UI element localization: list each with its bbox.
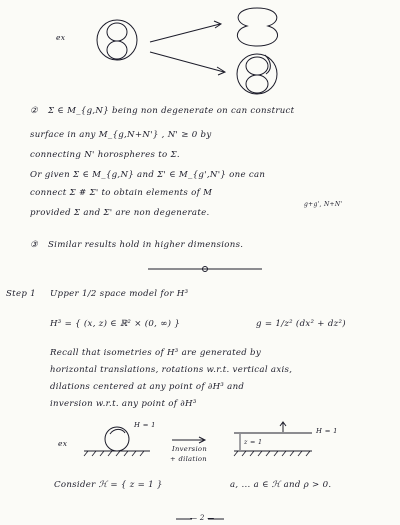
hatch-right (234, 451, 310, 456)
sphere-outline-left (97, 20, 137, 60)
item2-line3: connecting N' horospheres to Σ. (30, 150, 180, 160)
step1-label: Step 1 (6, 289, 36, 299)
tangent-sphere (105, 427, 129, 451)
arrow-label-dilation: + dilation (170, 455, 207, 463)
h1-right-label: H = 1 (316, 427, 338, 435)
recall-line1: Recall that isometries of H³ are generated by (50, 348, 261, 358)
arrow-lower-line (150, 52, 224, 72)
inner-sphere-upper (107, 23, 127, 41)
arrow-label-inversion: Inversion (172, 445, 208, 453)
hatch-left (84, 451, 144, 456)
step1-def: H³ = { (x, z) ∈ ℝ² × (0, ∞) } (50, 319, 181, 329)
item2-line6: provided Σ and Σ' are non degenerate. (30, 208, 210, 218)
h1-left-label: H = 1 (134, 421, 156, 429)
item2-line1: Σ ∈ M_{g,N} being non degenerate on can construct (48, 106, 295, 116)
outer-sphere-right (237, 54, 277, 94)
sphere-shading (110, 429, 125, 434)
step1-heading: Upper 1/2 space model for H³ (50, 289, 189, 299)
item3-number: ③ (30, 240, 39, 250)
consider-line: Consider ℋ = { z = 1 } (54, 480, 163, 490)
item2-line5: connect Σ # Σ' to obtain elements of M (30, 188, 213, 198)
inner-sphere-lower (107, 41, 127, 59)
consider-tail: a, ... a ∈ ℋ and ρ > 0. (230, 480, 332, 490)
step1-metric: g = 1/z² (dx² + dz²) (256, 319, 346, 329)
arrow-upper-line (150, 24, 220, 42)
peanut-shape (237, 8, 277, 46)
item2-line2: surface in any M_{g,N+N'} , N' ≥ 0 by (30, 130, 212, 140)
item2-number: ② (30, 106, 39, 116)
inner-sphere-right-upper (246, 57, 268, 75)
recall-line4: inversion w.r.t. any point of ∂H³ (50, 399, 197, 409)
item2-line5-subscript: g+g', N+N' (304, 201, 343, 208)
page-number: — 2 — (190, 514, 215, 522)
ex-label-top: ex (56, 33, 66, 42)
recall-line2: horizontal translations, rotations w.r.t. vertical axis, (50, 365, 293, 375)
inner-sphere-right-lower (246, 75, 268, 93)
ex-label: ex (58, 439, 68, 448)
recall-line3: dilations centered at any point of ∂H³ and (50, 382, 245, 392)
z1-label: z = 1 (244, 438, 263, 446)
item2-line4: Or given Σ ∈ M_{g,N} and Σ' ∈ M_{g',N'} one can (30, 170, 266, 180)
item3-text: Similar results hold in higher dimensions. (48, 240, 244, 250)
